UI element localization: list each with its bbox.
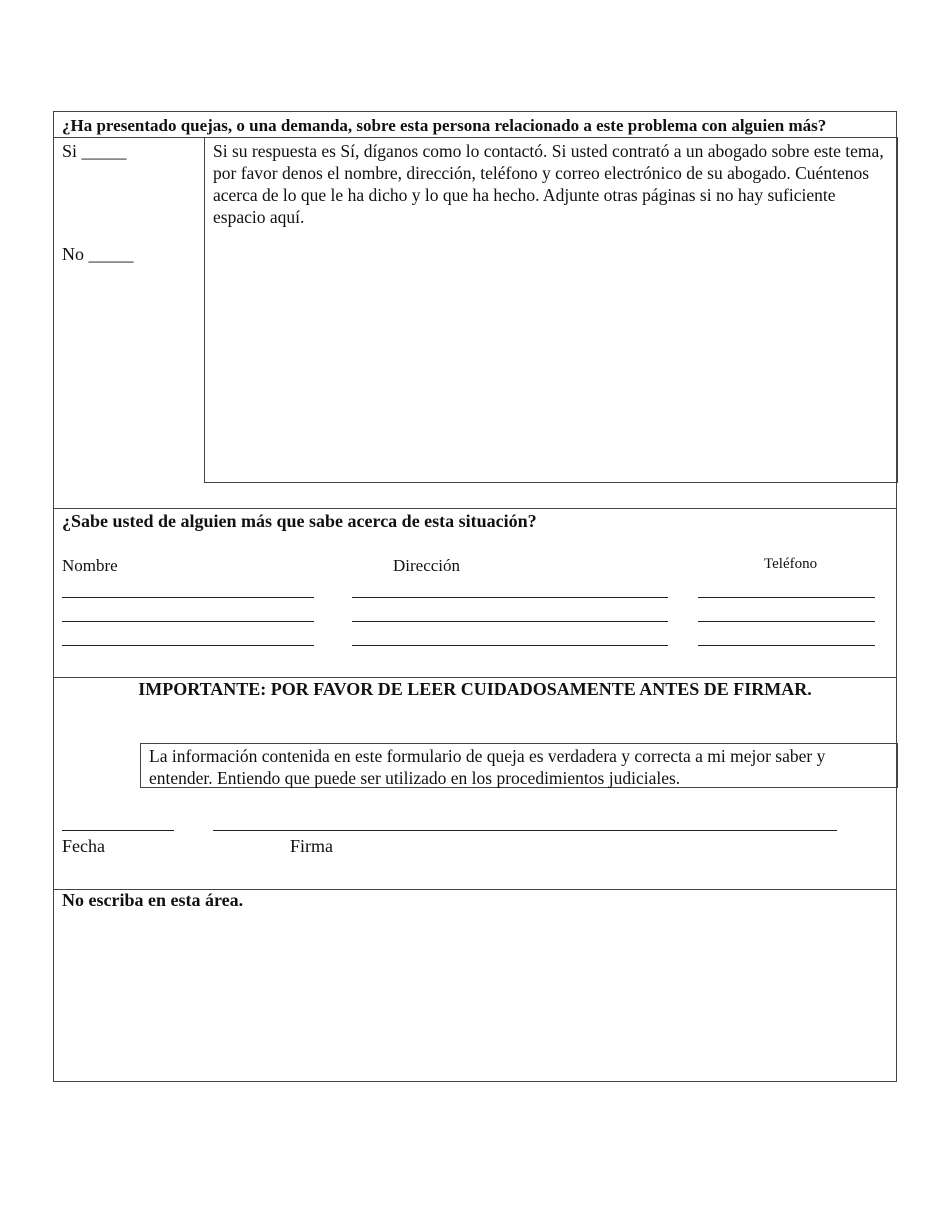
prior-complaints-details-box[interactable] bbox=[204, 137, 898, 483]
witness-name-line-1[interactable] bbox=[62, 597, 314, 598]
witness-name-line-3[interactable] bbox=[62, 645, 314, 646]
date-label: Fecha bbox=[62, 836, 105, 856]
witness-address-line-2[interactable] bbox=[352, 621, 668, 622]
signature-line[interactable] bbox=[213, 830, 837, 831]
witness-phone-line-1[interactable] bbox=[698, 597, 875, 598]
column-header-name: Nombre bbox=[62, 556, 118, 575]
column-header-phone: Teléfono bbox=[764, 556, 818, 572]
column-header-address: Dirección bbox=[393, 556, 461, 575]
witness-address-line-3[interactable] bbox=[352, 645, 668, 646]
date-line[interactable] bbox=[62, 830, 174, 831]
office-use-heading: No escriba en esta área. bbox=[62, 890, 244, 910]
important-heading: IMPORTANTE: POR FAVOR DE LEER CUIDADOSAMENTE ANTES DE FIRMAR. bbox=[138, 679, 812, 699]
declaration-text: La información contenida en este formulario de queja es verdadera y correcta a mi mejor saber y entender. Entiendo que puede ser utilizado en los procedimientos judiciales. bbox=[149, 746, 826, 788]
yes-option[interactable]: Si _____ bbox=[62, 141, 127, 161]
prior-complaints-question: ¿Ha presentado quejas, o una demanda, sobre esta persona relacionado a este problema con alguien más? bbox=[62, 116, 827, 135]
witness-phone-line-2[interactable] bbox=[698, 621, 875, 622]
witness-phone-line-3[interactable] bbox=[698, 645, 875, 646]
prior-complaints-instructions: Si su respuesta es Sí, díganos como lo contactó. Si usted contrató a un abogado sobre este tema, por favor denos el nombre, dirección, teléfono y correo electrónico de su abogado. Cuéntenos acerca de lo que le ha dicho y lo que ha hecho. Adjunte otras páginas si no hay suficiente espacio aquí. bbox=[213, 141, 884, 227]
no-option[interactable]: No _____ bbox=[62, 244, 134, 264]
divider bbox=[54, 508, 896, 509]
witness-address-line-1[interactable] bbox=[352, 597, 668, 598]
declaration-box bbox=[140, 743, 898, 788]
signature-label: Firma bbox=[290, 836, 333, 856]
complaint-form-page bbox=[53, 111, 897, 1082]
witness-name-line-2[interactable] bbox=[62, 621, 314, 622]
witness-question: ¿Sabe usted de alguien más que sabe acerca de esta situación? bbox=[62, 511, 537, 531]
